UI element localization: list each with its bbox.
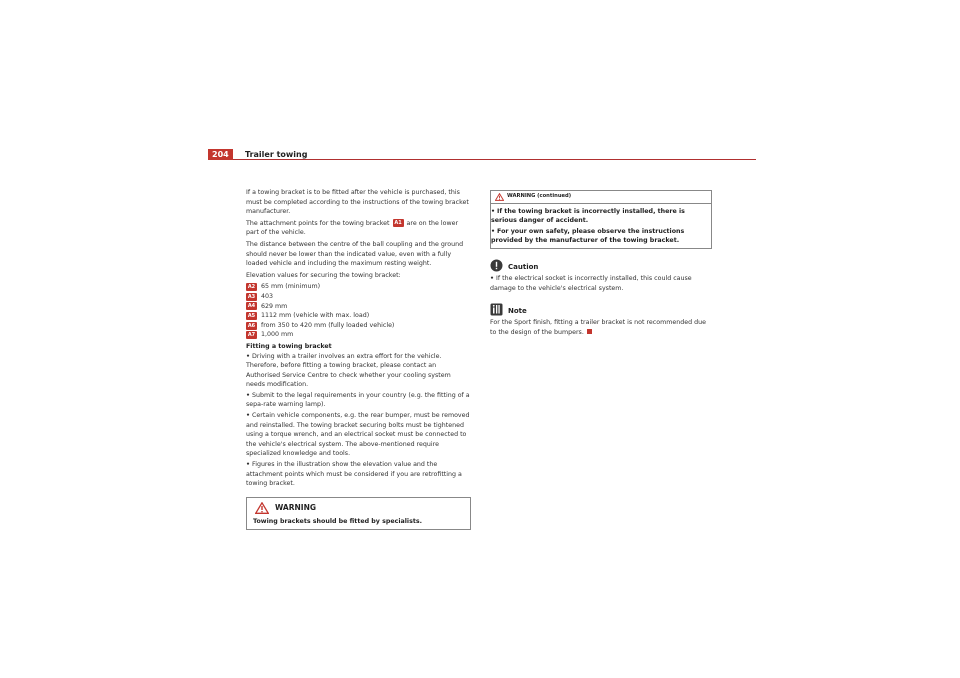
bullet-text: If the towing bracket is incorrectly installed, there is serious danger of accident. (491, 207, 685, 225)
chapter-title: Trailer towing (245, 150, 308, 159)
list-item (246, 311, 471, 321)
bullet-text: For your own safety, please observe the instructions provided by the manufacturer of the towing bracket. (491, 227, 685, 245)
bullet-item (246, 460, 471, 489)
warning-triangle-icon (255, 502, 269, 514)
end-of-section-icon (587, 329, 592, 334)
bullet-item (491, 227, 711, 246)
note-title: Note (508, 307, 527, 316)
reference-badge: A6 (247, 322, 256, 329)
bullet-icon: • (490, 274, 495, 282)
warning-triangle-icon (495, 193, 504, 201)
list-item (246, 282, 471, 292)
bullet-text: Certain vehicle components, e.g. the rear bumper, must be removed and reinstalled. The towing bracket securing bolts must be tightened using a torque wrench, and an electrical socket must be connected to the vehicle's electrical system. The above-mentioned require specialized knowledge and tools. (246, 412, 470, 458)
bullet-text: Submit to the legal requirements in your country (e.g. the fitting of a sepa-rate warning lamp). (246, 391, 470, 409)
warning-continued-box (490, 190, 712, 249)
warning-continued-header (491, 191, 711, 204)
warning-continued-body (491, 204, 711, 248)
bullet-icon: • (246, 461, 251, 469)
elevation-list (246, 282, 471, 340)
warning-title: WARNING (275, 503, 317, 513)
list-item (246, 292, 471, 302)
list-item (246, 302, 471, 312)
paragraph-text: The attachment points for the towing bracket (246, 219, 390, 227)
reference-badge: A3 (247, 293, 256, 300)
note-text (490, 318, 712, 337)
list-item-text: 65 mm (minimum) (261, 283, 321, 291)
paragraph: Elevation values for securing the towing bracket: (246, 271, 401, 279)
bullet-text: Driving with a trailer involves an extra effort for the vehicle. Therefore, before fitting a towing bracket, please contact an Authorised Service Centre to check whether your cooling system needs modification. (246, 352, 451, 389)
caution-header (490, 259, 712, 272)
caution-title: Caution (508, 262, 539, 271)
bullet-icon: • (491, 227, 496, 235)
section-heading: Fitting a towing bracket (246, 342, 332, 350)
caution-body: If the electrical socket is incorrectly installed, this could cause damage to the vehicle's electrical system. (490, 274, 692, 292)
list-item-text: 1112 mm (vehicle with max. load) (261, 312, 370, 320)
bullet-item (246, 391, 471, 410)
left-column (246, 188, 471, 530)
right-column (490, 190, 712, 339)
caution-text (490, 274, 712, 293)
paragraph: If a towing bracket is to be fitted after the vehicle is purchased, this must be completed according to the instructions of the towing bracket manufacturer. (246, 189, 469, 216)
note-body: For the Sport finish, fitting a trailer bracket is not recommended due to the design of the bumpers. (490, 319, 706, 336)
list-item-text: 1,000 mm (261, 331, 294, 339)
list-item-text: 403 (261, 292, 274, 300)
bullet-icon: • (246, 391, 251, 399)
bullet-item (246, 411, 471, 459)
bullet-icon: • (246, 352, 251, 360)
bullet-icon: • (491, 207, 496, 215)
page-number: 204 (208, 149, 233, 160)
info-book-icon (490, 303, 503, 316)
bullet-item (246, 352, 471, 390)
list-item (246, 321, 471, 331)
paragraph: The distance between the centre of the ball coupling and the ground should never be lower than the indicated value, even with a fully loaded vehicle and including the maximum resting weight. (246, 240, 464, 268)
exclamation-icon (490, 259, 503, 272)
warning-text: Towing brackets should be fitted by specialists. (253, 517, 422, 525)
reference-badge: A5 (247, 312, 256, 319)
reference-badge: A1 (394, 219, 402, 226)
paragraph-text: are on the lower part of the vehicle. (246, 219, 459, 237)
bullet-text: Figures in the illustration show the elevation value and the attachment points which must be considered if you are retrofitting a towing bracket. (246, 461, 462, 488)
bullet-icon: • (246, 412, 251, 420)
reference-badge: A7 (247, 332, 256, 339)
note-header (490, 303, 712, 316)
bullet-item (491, 207, 711, 226)
list-item-text: 629 mm (261, 302, 288, 310)
warning-continued-title: WARNING (continued) (507, 193, 572, 199)
reference-badge: A4 (247, 303, 256, 310)
warning-header (255, 502, 464, 514)
reference-badge: A2 (247, 284, 256, 291)
list-item-text: from 350 to 420 mm (fully loaded vehicle) (261, 321, 395, 329)
paragraph-attachment (246, 219, 471, 238)
list-item (246, 330, 471, 340)
warning-box (246, 497, 471, 531)
